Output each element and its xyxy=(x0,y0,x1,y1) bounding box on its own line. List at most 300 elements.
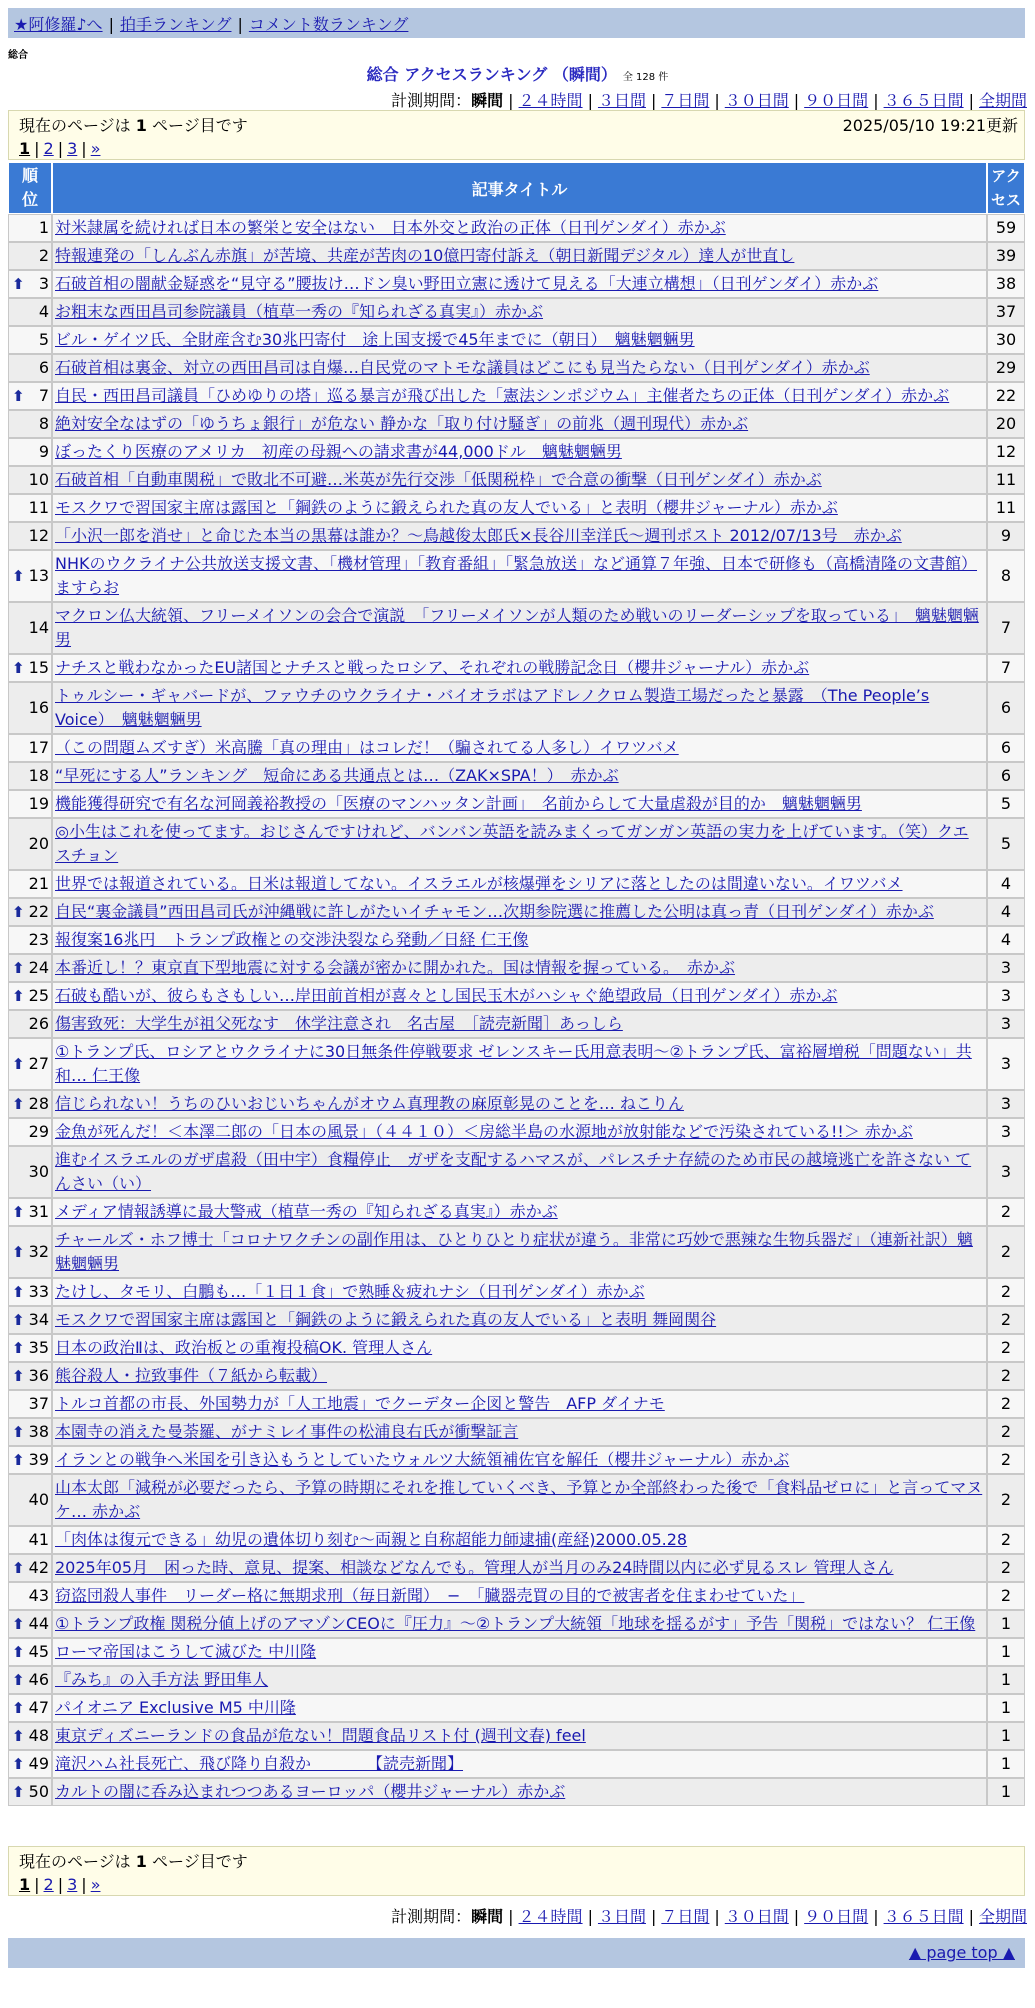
article-link[interactable]: 本番近し！？東京直下型地震に対する会議が密かに開かれた。国は情報を握っている。 赤かぶ xyxy=(55,958,736,977)
access-count: 1 xyxy=(987,1750,1025,1778)
table-row xyxy=(8,1638,1025,1666)
comment-ranking-link[interactable]: コメント数ランキング xyxy=(248,15,409,34)
rank-number: 29 xyxy=(28,1122,49,1141)
rank-number: 7 xyxy=(38,386,49,405)
period-option[interactable]: ３６５日間 xyxy=(883,1907,964,1926)
applause-ranking-link[interactable]: 拍手ランキング xyxy=(119,15,232,34)
separator: | xyxy=(57,1875,64,1894)
separator: | xyxy=(508,91,514,110)
rank-number: 12 xyxy=(28,526,49,545)
rank-number: 47 xyxy=(28,1698,49,1717)
title-cell xyxy=(52,242,987,270)
separator: | xyxy=(108,15,114,34)
rank-number: 4 xyxy=(38,302,49,321)
table-row xyxy=(8,1390,1025,1418)
total-count: 全 128 件 xyxy=(622,72,669,83)
up-arrow-icon: ⬆ xyxy=(12,1339,25,1357)
access-count: 3 xyxy=(987,982,1025,1010)
rank-number: 49 xyxy=(28,1754,49,1773)
article-link[interactable]: 「肉体は復元できる」幼児の遺体切り刻む〜両親と自称超能力師逮捕(産経)2000.05.28 xyxy=(55,1530,688,1549)
page-status-suffix: ページ目です xyxy=(152,1852,248,1871)
rank-number: 31 xyxy=(28,1202,49,1221)
access-count: 1 xyxy=(987,1778,1025,1806)
article-link[interactable]: 報復案16兆円 トランプ政権との交渉決裂なら発動／日経 仁王像 xyxy=(55,930,529,949)
table-row xyxy=(8,1750,1025,1778)
table-row xyxy=(8,1694,1025,1722)
rank-cell xyxy=(8,818,52,870)
separator: | xyxy=(587,91,593,110)
period-label: 計測期間： xyxy=(391,1907,472,1926)
title-cell xyxy=(52,1446,987,1474)
up-arrow-icon: ⬆ xyxy=(12,903,25,921)
article-link[interactable]: 滝沢ハム社長死亡、飛び降り自殺か 【読売新聞】 xyxy=(55,1754,464,1773)
table-row xyxy=(8,1198,1025,1226)
title-cell xyxy=(52,270,987,298)
article-link[interactable]: イランとの戦争へ米国を引き込もうとしていたウォルツ大統領補佐官を解任（櫻井ジャーナル）赤かぶ xyxy=(55,1450,790,1469)
separator: | xyxy=(793,91,800,110)
article-link[interactable]: トゥルシー・ギャバードが、ファウチのウクライナ・バイオラボはアドレノクロム製造工場だったと暴露 （The People’s Voice） 魑魅魍魎男 xyxy=(55,686,930,729)
article-link[interactable]: 石破首相「自動車関税」で敗北不可避…米英が先行交渉「低関税枠」で合意の衝撃（日刊ゲンダイ）赤かぶ xyxy=(55,470,822,489)
title-cell xyxy=(52,682,987,734)
rank-number: 21 xyxy=(28,874,49,893)
home-link[interactable]: ★阿修羅♪へ xyxy=(14,15,103,34)
rank-cell xyxy=(8,1722,52,1750)
rank-cell xyxy=(8,1038,52,1090)
period-option[interactable]: ９０日間 xyxy=(804,1907,869,1926)
table-row xyxy=(8,1446,1025,1474)
access-count: 29 xyxy=(987,354,1025,382)
rank-number: 28 xyxy=(28,1094,49,1113)
period-option[interactable]: ９０日間 xyxy=(804,91,869,110)
access-count: 1 xyxy=(987,1610,1025,1638)
table-row xyxy=(8,270,1025,298)
article-link[interactable]: （この問題ムズすぎ）米高騰「真の理由」はコレだ！（騙されてる人多し）イワツバメ xyxy=(55,738,679,757)
rank-cell xyxy=(8,682,52,734)
access-count: 3 xyxy=(987,1146,1025,1198)
article-link[interactable]: 金魚が死んだ！＜本澤二郎の「日本の風景」（４４１０）＜房総半島の水源地が放射能などで汚染されている!!＞ 赤かぶ xyxy=(55,1122,913,1141)
article-link[interactable]: ナチスと戦わなかったEU諸国とナチスと戦ったロシア、それぞれの戦勝記念日（櫻井ジャーナル）赤かぶ xyxy=(55,658,810,677)
access-count: 6 xyxy=(987,734,1025,762)
rank-cell xyxy=(8,1198,52,1226)
title-cell xyxy=(52,870,987,898)
rank-cell xyxy=(8,1090,52,1118)
title-cell xyxy=(52,1582,987,1610)
rank-number: 15 xyxy=(28,658,49,677)
title-cell xyxy=(52,1526,987,1554)
up-arrow-icon: ⬆ xyxy=(12,1423,25,1441)
period-option[interactable]: ３日間 xyxy=(597,91,646,110)
rank-cell xyxy=(8,870,52,898)
access-count: 5 xyxy=(987,790,1025,818)
period-option[interactable]: ２４時間 xyxy=(518,1907,583,1926)
article-link[interactable]: ぼったくり医療のアメリカ 初産の母親への請求書が44,000ドル 魑魅魍魎男 xyxy=(55,442,622,461)
access-count: 4 xyxy=(987,926,1025,954)
page-number: 1 xyxy=(135,116,147,135)
access-count: 7 xyxy=(987,602,1025,654)
rank-cell xyxy=(8,982,52,1010)
table-row xyxy=(8,382,1025,410)
article-link[interactable]: ローマ帝国はこうして滅びた 中川隆 xyxy=(55,1642,317,1661)
title-cell xyxy=(52,1554,987,1582)
title-cell xyxy=(52,1474,987,1526)
title-cell xyxy=(52,1638,987,1666)
separator: | xyxy=(57,139,64,158)
rank-number: 39 xyxy=(28,1450,49,1469)
col-access-header: アクセス xyxy=(987,162,1025,214)
access-count: 4 xyxy=(987,898,1025,926)
page-top-link[interactable]: ▲ page top ▲ xyxy=(908,1943,1015,1962)
rank-cell xyxy=(8,326,52,354)
period-current: 瞬間 xyxy=(471,91,504,110)
rank-number: 33 xyxy=(28,1282,49,1301)
table-row xyxy=(8,762,1025,790)
up-arrow-icon: ⬆ xyxy=(12,1203,25,1221)
title-cell xyxy=(52,494,987,522)
access-count: 59 xyxy=(987,214,1025,242)
access-count: 11 xyxy=(987,494,1025,522)
article-link[interactable]: 本園寺の消えた曼荼羅、がナミレイ事件の松浦良右氏が衝撃証言 xyxy=(55,1422,519,1441)
up-arrow-icon: ⬆ xyxy=(12,275,25,293)
title-cell xyxy=(52,1038,987,1090)
access-count: 12 xyxy=(987,438,1025,466)
page-number: 1 xyxy=(135,1852,147,1871)
page-link[interactable]: 2 xyxy=(43,1875,54,1894)
separator: | xyxy=(968,91,974,110)
rank-number: 9 xyxy=(38,442,49,461)
rank-cell xyxy=(8,898,52,926)
article-link[interactable]: 世界では報道されている。日米は報道してない。イスラエルが核爆弾をシリアに落としたのは間違いない。イワツバメ xyxy=(55,874,903,893)
rank-cell xyxy=(8,1666,52,1694)
rank-cell xyxy=(8,466,52,494)
access-count: 2 xyxy=(987,1306,1025,1334)
article-link[interactable]: 日本の政治Ⅱは、政治板との重複投稿OK. 管理人さん xyxy=(55,1338,433,1357)
period-selector-bottom xyxy=(391,1904,1027,1927)
title-cell xyxy=(52,734,987,762)
article-link[interactable]: お粗末な西田昌司参院議員（植草一秀の『知られざる真実』）赤かぶ xyxy=(55,302,544,321)
rank-cell xyxy=(8,1146,52,1198)
table-row xyxy=(8,438,1025,466)
rank-number: 41 xyxy=(28,1530,49,1549)
rank-number: 40 xyxy=(28,1490,49,1509)
up-arrow-icon: ⬆ xyxy=(12,959,25,977)
up-arrow-icon: ⬆ xyxy=(12,1243,25,1261)
rank-cell xyxy=(8,1118,52,1146)
category-label: 総合 xyxy=(8,50,28,61)
article-link[interactable]: 傷害致死：大学生が祖父死なす 休学注意され 名古屋 ［読売新聞］あっしら xyxy=(55,1014,623,1033)
table-row xyxy=(8,1010,1025,1038)
rank-cell xyxy=(8,1750,52,1778)
article-link[interactable]: ①トランプ氏、ロシアとウクライナに30日無条件停戦要求 ゼレンスキー氏用意表明〜②トランプ氏、富裕層増税「問題ない」共和… 仁王像 xyxy=(55,1042,972,1085)
updated-timestamp: 2025/05/10 19:21更新 xyxy=(842,116,1018,135)
rank-cell xyxy=(8,1610,52,1638)
ranking-table xyxy=(8,162,1025,1806)
rank-cell xyxy=(8,550,52,602)
separator: | xyxy=(81,1875,87,1894)
access-count: 6 xyxy=(987,762,1025,790)
title-cell xyxy=(52,818,987,870)
period-option[interactable]: ３０日間 xyxy=(724,1907,789,1926)
title-cell xyxy=(52,1010,987,1038)
rank-number: 26 xyxy=(28,1014,49,1033)
table-row xyxy=(8,494,1025,522)
table-row xyxy=(8,1554,1025,1582)
article-link[interactable]: 山本太郎「減税が必要だったら、予算の時期にそれを推していくべき、予算とか全部終わった後で「食料品ゼロに」と言ってマヌケ… 赤かぶ xyxy=(55,1478,983,1521)
rank-number: 5 xyxy=(38,330,49,349)
article-link[interactable]: ①トランプ政権 関税分値上げのアマゾンCEOに『圧力』〜②トランプ大統領「地球を揺るがす」予告「関税」ではない？ 仁王像 xyxy=(55,1614,976,1633)
page-title-text: 総合 アクセスランキング （瞬間） xyxy=(366,65,617,84)
rank-cell xyxy=(8,602,52,654)
page-link[interactable]: » xyxy=(90,139,101,158)
article-link[interactable]: 進むイスラエルのガザ虐殺（田中宇）食糧停止 ガザを支配するハマスが、パレスチナ存続のため市民の越境逃亡を許さない てんさい（い） xyxy=(55,1150,972,1193)
page-link[interactable]: » xyxy=(90,1875,101,1894)
separator: | xyxy=(34,139,40,158)
page-link-current[interactable] xyxy=(19,139,30,158)
table-row xyxy=(8,1418,1025,1446)
table-row xyxy=(8,326,1025,354)
rank-cell xyxy=(8,926,52,954)
table-row xyxy=(8,982,1025,1010)
up-arrow-icon: ⬆ xyxy=(12,1615,25,1633)
rank-cell xyxy=(8,1418,52,1446)
access-count: 2 xyxy=(987,1582,1025,1610)
article-link[interactable]: マクロン仏大統領、フリーメイソンの会合で演説 「フリーメイソンが人類のため戦いのリーダーシップを取っている」 魑魅魍魎男 xyxy=(55,606,979,649)
period-option[interactable]: ３０日間 xyxy=(724,91,789,110)
title-cell xyxy=(52,926,987,954)
access-count: 2 xyxy=(987,1554,1025,1582)
article-link[interactable]: 自民・西田昌司議員「ひめゆりの塔」巡る暴言が飛び出した「憲法シンポジウム」主催者たちの正体（日刊ゲンダイ）赤かぶ xyxy=(55,386,950,405)
page-link[interactable]: 3 xyxy=(67,139,78,158)
rank-number: 11 xyxy=(28,498,49,517)
title-cell xyxy=(52,1334,987,1362)
access-count: 8 xyxy=(987,550,1025,602)
rank-number: 44 xyxy=(28,1614,49,1633)
table-row xyxy=(8,1582,1025,1610)
article-link[interactable]: ◎小生はこれを使ってます。おじさんですけれど、バンバン英語を読みまくってガンガン英語の実力を上げています。（笑）クエスチョン xyxy=(55,822,969,865)
title-cell xyxy=(52,1610,987,1638)
rank-number: 27 xyxy=(28,1054,49,1073)
article-link[interactable]: “早死にする人”ランキング 短命にある共通点とは…（ZAK×SPA！） 赤かぶ xyxy=(55,766,619,785)
access-count: 3 xyxy=(987,1118,1025,1146)
title-cell xyxy=(52,382,987,410)
title-cell xyxy=(52,466,987,494)
rank-cell xyxy=(8,214,52,242)
rank-number: 38 xyxy=(28,1422,49,1441)
title-cell xyxy=(52,1390,987,1418)
table-row xyxy=(8,1526,1025,1554)
table-row xyxy=(8,1610,1025,1638)
article-link[interactable]: 絶対安全なはずの「ゆうちょ銀行」が危ない 静かな「取り付け騒ぎ」の前兆（週刊現代）赤かぶ xyxy=(55,414,749,433)
rank-number: 36 xyxy=(28,1366,49,1385)
rank-cell xyxy=(8,242,52,270)
title-cell xyxy=(52,1750,987,1778)
rank-number: 3 xyxy=(38,274,49,293)
article-link[interactable]: 対米隷属を続ければ日本の繁栄と安全はない 日本外交と政治の正体（日刊ゲンダイ）赤かぶ xyxy=(55,218,726,237)
table-row xyxy=(8,1362,1025,1390)
title-cell xyxy=(52,522,987,550)
title-cell xyxy=(52,1722,987,1750)
rank-number: 14 xyxy=(28,618,49,637)
rank-cell xyxy=(8,1778,52,1806)
rank-number: 8 xyxy=(38,414,49,433)
up-arrow-icon: ⬆ xyxy=(12,1671,25,1689)
article-link[interactable]: 石破首相は裏金、対立の西田昌司は自爆…自民党のマトモな議員はどこにも見当たらない（日刊ゲンダイ）赤かぶ xyxy=(55,358,870,377)
access-count: 1 xyxy=(987,1666,1025,1694)
title-cell xyxy=(52,982,987,1010)
article-link[interactable]: 東京ディズニーランドの食品が危ない！問題食品リスト付 (週刊文春) feel xyxy=(55,1726,586,1745)
rank-cell xyxy=(8,1526,52,1554)
title-cell xyxy=(52,1118,987,1146)
access-count: 5 xyxy=(987,818,1025,870)
title-cell xyxy=(52,214,987,242)
page-link[interactable]: 2 xyxy=(43,139,54,158)
access-count: 2 xyxy=(987,1362,1025,1390)
access-count: 2 xyxy=(987,1334,1025,1362)
separator: | xyxy=(508,1907,514,1926)
up-arrow-icon: ⬆ xyxy=(12,1783,25,1801)
article-link[interactable]: たけし、タモリ、白鵬も…「１日１食」で熟睡＆疲れナシ（日刊ゲンダイ）赤かぶ xyxy=(55,1282,645,1301)
article-link[interactable]: 石破も酷いが、彼らもさもしい…岸田前首相が喜々とし国民玉木がハシャぐ絶望政局（日刊ゲンダイ）赤かぶ xyxy=(55,986,838,1005)
table-row xyxy=(8,682,1025,734)
rank-cell xyxy=(8,354,52,382)
rank-number: 16 xyxy=(28,698,49,717)
article-link[interactable]: 2025年05月 困った時、意見、提案、相談などなんでも。管理人が当月のみ24時間以内に必ず見るスレ 管理人さん xyxy=(55,1558,894,1577)
rank-number: 6 xyxy=(38,358,49,377)
separator: | xyxy=(81,139,87,158)
title-cell xyxy=(52,1362,987,1390)
table-row xyxy=(8,1038,1025,1090)
table-row xyxy=(8,214,1025,242)
article-link[interactable]: 「小沢一郎を消せ」と命じた本当の黒幕は誰か？〜鳥越俊太郎氏×長谷川幸洋氏〜週刊ポスト 2012/07/13号 赤かぶ xyxy=(55,526,902,545)
pagination xyxy=(19,139,1014,158)
rank-cell xyxy=(8,1446,52,1474)
access-count: 38 xyxy=(987,270,1025,298)
title-cell xyxy=(52,1278,987,1306)
period-option[interactable]: ３６５日間 xyxy=(883,91,964,110)
table-row xyxy=(8,1722,1025,1750)
up-arrow-icon: ⬆ xyxy=(12,1643,25,1661)
article-link[interactable]: カルトの闇に呑み込まれつつあるヨーロッパ（櫻井ジャーナル）赤かぶ xyxy=(55,1782,566,1801)
page-link[interactable]: 3 xyxy=(67,1875,78,1894)
title-cell xyxy=(52,898,987,926)
page-status xyxy=(19,1849,1014,1872)
rank-cell xyxy=(8,1474,52,1526)
access-count: 9 xyxy=(987,522,1025,550)
article-link[interactable]: トルコ首都の市長、外国勢力が「人工地震」でクーデター企図と警告 AFP ダイナモ xyxy=(55,1394,665,1413)
article-link[interactable]: 特報連発の「しんぶん赤旗」が苦境、共産が苦肉の10億円寄付訴え（朝日新聞デジタル）達人が世直し xyxy=(55,246,795,265)
rank-number: 1 xyxy=(38,218,49,237)
rank-cell xyxy=(8,410,52,438)
title-cell xyxy=(52,602,987,654)
up-arrow-icon: ⬆ xyxy=(12,1055,25,1073)
page-status-suffix: ページ目です xyxy=(152,116,248,135)
access-count: 3 xyxy=(987,954,1025,982)
rank-number: 10 xyxy=(28,470,49,489)
title-cell xyxy=(52,1198,987,1226)
article-link[interactable]: 窃盗団殺人事件 リーダー格に無期求刑（毎日新聞） − 「臓器売買の目的で被害者を住まわせていた」 xyxy=(55,1586,805,1605)
table-row xyxy=(8,1666,1025,1694)
table-row xyxy=(8,1226,1025,1278)
access-count: 6 xyxy=(987,682,1025,734)
separator: | xyxy=(968,1907,974,1926)
page-link[interactable]: 1 xyxy=(19,1875,31,1894)
article-link[interactable]: 機能獲得研究で有名な河岡義裕教授の「医療のマンハッタン計画」 名前からして大量虐殺が目的か 魑魅魍魎男 xyxy=(55,794,862,813)
title-cell xyxy=(52,1090,987,1118)
access-count: 2 xyxy=(987,1526,1025,1554)
access-count: 30 xyxy=(987,326,1025,354)
access-count: 2 xyxy=(987,1226,1025,1278)
rank-number: 20 xyxy=(28,834,49,853)
period-option[interactable]: 全期間 xyxy=(978,91,1027,110)
period-option[interactable]: ３日間 xyxy=(597,1907,646,1926)
table-row xyxy=(8,410,1025,438)
period-option[interactable]: ２４時間 xyxy=(518,91,583,110)
title-cell xyxy=(52,1146,987,1198)
page-link[interactable]: 1 xyxy=(19,139,31,158)
article-link[interactable]: モスクワで習国家主席は露国と「鋼鉄のように鍛えられた真の友人でいる」と表明 舞岡関谷 xyxy=(55,1310,717,1329)
rank-number: 24 xyxy=(28,958,49,977)
article-link[interactable]: 熊谷殺人・拉致事件（７紙から転載） xyxy=(55,1366,328,1385)
article-link[interactable]: パイオニア Exclusive M5 中川隆 xyxy=(55,1698,296,1717)
rank-number: 32 xyxy=(28,1242,49,1261)
footer-bar xyxy=(8,1938,1025,1968)
access-count: 39 xyxy=(987,242,1025,270)
title-cell xyxy=(52,1418,987,1446)
table-row xyxy=(8,818,1025,870)
access-count: 2 xyxy=(987,1474,1025,1526)
rank-cell xyxy=(8,1362,52,1390)
rank-cell xyxy=(8,1638,52,1666)
rank-cell xyxy=(8,954,52,982)
rank-number: 45 xyxy=(28,1642,49,1661)
article-link[interactable]: 『みち』の入手方法 野田隼人 xyxy=(55,1670,269,1689)
article-link[interactable]: 石破首相の闇献金疑惑を“見守る”腰抜け…ドン臭い野田立憲に透けて見える「大連立構想」（日刊ゲンダイ）赤かぶ xyxy=(55,274,879,293)
up-arrow-icon: ⬆ xyxy=(12,1311,25,1329)
rank-number: 35 xyxy=(28,1338,49,1357)
article-link[interactable]: チャールズ・ホフ博士「コロナワクチンの副作用は、ひとりひとり症状が違う。非常に巧妙で悪辣な生物兵器だ」（連新社訳）魑魅魍魎男 xyxy=(55,1230,973,1273)
article-link[interactable]: NHKのウクライナ公共放送支援文書、「機材管理」「教育番組」「緊急放送」など通算７年強、日本で研修も（高橋清隆の文書館）ますらお xyxy=(55,554,978,597)
title-cell xyxy=(52,1226,987,1278)
rank-number: 42 xyxy=(28,1558,49,1577)
access-count: 3 xyxy=(987,1010,1025,1038)
page-link-current[interactable] xyxy=(19,1875,30,1894)
article-link[interactable]: 自民“裏金議員”西田昌司氏が沖縄戦に許しがたいイチャモン…次期参院選に推薦した公明は真っ青（日刊ゲンダイ）赤かぶ xyxy=(55,902,934,921)
separator: | xyxy=(237,15,243,34)
access-count: 20 xyxy=(987,410,1025,438)
table-row xyxy=(8,522,1025,550)
rank-cell xyxy=(8,734,52,762)
article-link[interactable]: ビル・ゲイツ氏、全財産含む30兆円寄付 途上国支援で45年までに（朝日） 魑魅魍魎男 xyxy=(55,330,695,349)
table-row xyxy=(8,1146,1025,1198)
rank-number: 17 xyxy=(28,738,49,757)
article-link[interactable]: モスクワで習国家主席は露国と「鋼鉄のように鍛えられた真の友人でいる」と表明（櫻井ジャーナル）赤かぶ xyxy=(55,498,838,517)
rank-cell xyxy=(8,1334,52,1362)
up-arrow-icon: ⬆ xyxy=(12,1095,25,1113)
separator: | xyxy=(650,1907,657,1926)
period-option[interactable]: 全期間 xyxy=(978,1907,1027,1926)
access-count: 2 xyxy=(987,1278,1025,1306)
up-arrow-icon: ⬆ xyxy=(12,659,25,677)
period-option[interactable]: ７日間 xyxy=(661,91,710,110)
rank-cell xyxy=(8,1010,52,1038)
article-link[interactable]: メディア情報誘導に最大警戒（植草一秀の『知られざる真実』）赤かぶ xyxy=(55,1202,558,1221)
article-link[interactable]: 信じられない！うちのひいおじいちゃんがオウム真理教の麻原彰晃のことを… ねこりん xyxy=(55,1094,684,1113)
access-count: 2 xyxy=(987,1390,1025,1418)
col-rank-header: 順位 xyxy=(8,162,52,214)
table-row xyxy=(8,298,1025,326)
period-option[interactable]: ７日間 xyxy=(661,1907,710,1926)
up-arrow-icon: ⬆ xyxy=(12,1755,25,1773)
rank-number: 48 xyxy=(28,1726,49,1745)
